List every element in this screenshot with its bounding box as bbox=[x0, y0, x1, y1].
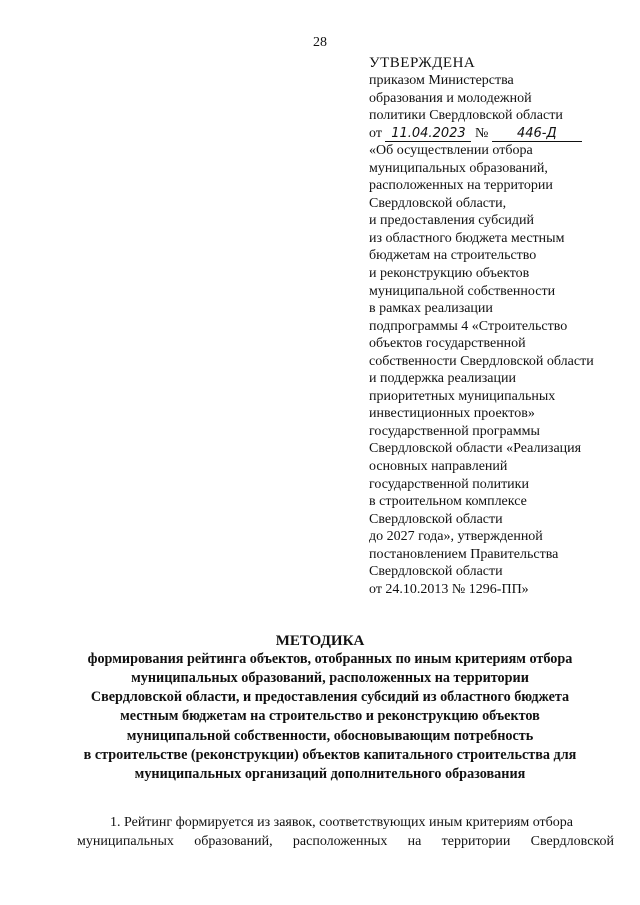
subtitle-line: местным бюджетам на строительство и реконструкцию объектов bbox=[120, 708, 540, 725]
approval-block bbox=[369, 54, 631, 598]
order-title-line: постановлением Правительства bbox=[369, 546, 559, 562]
order-title-line: приоритетных муниципальных bbox=[369, 388, 556, 404]
paragraph-line: 1. Рейтинг формируется из заявок, соответствующих иным критериям отбора bbox=[110, 815, 573, 830]
order-title-line: Свердловской области «Реализация bbox=[369, 441, 582, 457]
approval-line: политики Свердловской области bbox=[369, 108, 563, 124]
number-prefix: № bbox=[474, 125, 489, 141]
date-prefix: от bbox=[369, 125, 382, 141]
order-title-line: основных направлений bbox=[369, 459, 508, 475]
order-title-line: в строительном комплексе bbox=[369, 494, 527, 510]
order-title-line: подпрограммы 4 «Строительство bbox=[369, 318, 568, 334]
order-title-line: и поддержка реализации bbox=[369, 371, 516, 387]
order-title-line: и предоставления субсидий bbox=[369, 213, 535, 229]
order-title-line: собственности Свердловской области bbox=[369, 353, 594, 369]
paragraph-1 bbox=[77, 813, 614, 851]
order-title-line: расположенных на территории bbox=[369, 178, 553, 194]
document-subtitle bbox=[40, 650, 620, 784]
order-title-line: и реконструкцию объектов bbox=[369, 266, 530, 282]
document-title: МЕТОДИКА bbox=[275, 633, 365, 649]
subtitle-line: в строительстве (реконструкции) объектов капитального строительства для bbox=[83, 746, 577, 763]
order-title-line: «Об осуществлении отбора bbox=[369, 143, 533, 159]
order-title-line: государственной программы bbox=[369, 423, 540, 439]
subtitle-line: Свердловской области, и предоставления субсидий из областного бюджета bbox=[90, 689, 570, 706]
order-title-line: из областного бюджета местным bbox=[369, 230, 565, 246]
approval-date-line bbox=[369, 125, 631, 143]
order-title-line: государственной политики bbox=[369, 476, 529, 492]
approval-heading: УТВЕРЖДЕНА bbox=[369, 55, 476, 71]
approval-line: приказом Министерства bbox=[369, 73, 514, 88]
order-title-line: объектов государственной bbox=[369, 336, 526, 352]
order-title-line: инвестиционных проектов» bbox=[369, 406, 535, 422]
subtitle-line: муниципальных образований, расположенных на территории bbox=[131, 670, 529, 687]
subtitle-line: формирования рейтинга объектов, отобранных по иным критериям отбора bbox=[87, 651, 573, 667]
order-title-line: в рамках реализации bbox=[369, 301, 493, 317]
order-title-line: Свердловской области bbox=[369, 564, 503, 580]
order-title-line: муниципальной собственности bbox=[369, 283, 556, 299]
handwritten-date: 11.04.2023 bbox=[385, 127, 471, 142]
order-title-line: Свердловской области bbox=[369, 511, 503, 527]
order-title-line: муниципальных образований, bbox=[369, 160, 548, 176]
approval-line: образования и молодежной bbox=[369, 90, 532, 106]
order-title-line: Свердловской области, bbox=[369, 195, 507, 211]
order-title-line: до 2027 года», утвержденной bbox=[369, 529, 543, 545]
page-number: 28 bbox=[313, 35, 327, 50]
subtitle-line: муниципальной собственности, обосновывающим потребность bbox=[126, 727, 534, 744]
order-title-line: бюджетам на строительство bbox=[369, 248, 537, 264]
handwritten-number: 446-Д bbox=[492, 127, 582, 142]
paragraph-line: муниципальных образований, расположенных на территории Свердловской bbox=[77, 834, 614, 849]
order-title-line: от 24.10.2013 № 1296-ПП» bbox=[369, 581, 529, 597]
subtitle-line: муниципальных организаций дополнительного образования bbox=[134, 765, 526, 782]
